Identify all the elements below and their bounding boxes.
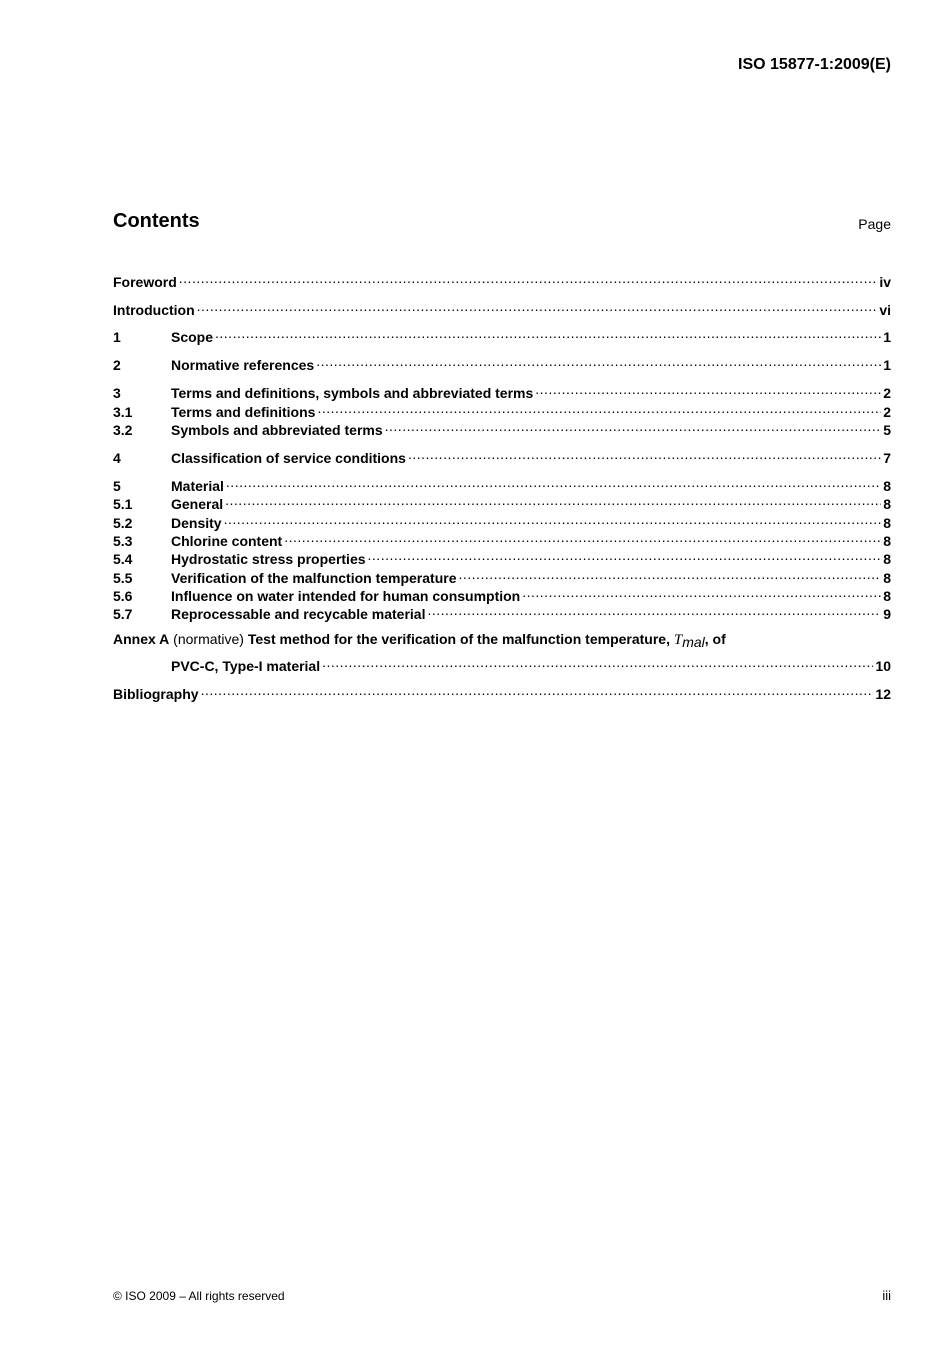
dot-leader — [197, 297, 878, 315]
toc-entry-terms-symbols[interactable] — [113, 380, 891, 401]
dot-leader — [284, 528, 881, 546]
toc-entry-classification[interactable] — [113, 445, 891, 466]
toc-entry-page: 8 — [883, 515, 891, 531]
toc-entry-title: Material — [171, 478, 224, 494]
toc-entry-number: 5.4 — [113, 551, 133, 567]
dot-leader — [317, 399, 881, 417]
toc-entry-scope[interactable] — [113, 324, 891, 345]
toc-entry-number: 3.2 — [113, 422, 133, 438]
dot-leader — [179, 269, 878, 287]
toc-entry-page: 8 — [883, 570, 891, 586]
toc-entry-number: 2 — [113, 357, 121, 373]
malfunction-temperature-symbol — [674, 632, 705, 648]
dot-leader — [459, 565, 882, 583]
toc-entry-page: 8 — [883, 551, 891, 567]
toc-entry-number: 3.1 — [113, 404, 133, 420]
dot-leader — [224, 510, 882, 528]
toc-entry-bibliography[interactable] — [113, 681, 891, 702]
annex-title-line1-end: , of — [704, 631, 726, 647]
toc-entry-number: 5.6 — [113, 588, 133, 604]
annex-title-line1: Test method for the verification of the malfunction temperature, — [247, 631, 670, 647]
toc-entry-malfunction-temperature[interactable] — [113, 565, 891, 586]
dot-leader — [385, 417, 882, 435]
toc-entry-page: 8 — [883, 588, 891, 604]
toc-entry-page: 9 — [883, 606, 891, 622]
symbol-base: T — [673, 632, 683, 648]
toc-entry-page: 1 — [883, 329, 891, 345]
toc-entry-page: vi — [879, 302, 891, 318]
dot-leader — [201, 681, 874, 699]
toc-entry-title: Terms and definitions — [171, 404, 316, 420]
dot-leader — [215, 324, 881, 342]
dot-leader — [427, 601, 881, 619]
toc-entry-title: Normative references — [171, 357, 315, 373]
toc-entry-annex-a-heading[interactable] — [113, 630, 891, 649]
toc-entry-page: 1 — [883, 357, 891, 373]
toc-entry-hydrostatic-stress[interactable] — [113, 546, 891, 567]
toc-entry-reprocessable-material[interactable] — [113, 601, 891, 622]
toc-entry-terms-definitions[interactable] — [113, 399, 891, 420]
toc-entry-page: 8 — [883, 478, 891, 494]
dot-leader — [225, 491, 881, 509]
dot-leader — [368, 546, 882, 564]
document-id: ISO 15877-1:2009(E) — [738, 56, 891, 73]
toc-entry-title: Verification of the malfunction temperature — [171, 570, 457, 586]
toc-entry-title: PVC-C, Type-I material — [171, 658, 321, 674]
copyright-notice: © ISO 2009 – All rights reserved — [113, 1289, 285, 1303]
toc-entry-number: 5.3 — [113, 533, 133, 549]
dot-leader — [316, 352, 881, 370]
toc-entry-title: Foreword — [113, 274, 177, 290]
toc-entry-page: 12 — [875, 686, 891, 702]
dot-leader — [322, 653, 873, 671]
dot-leader — [522, 583, 881, 601]
toc-entry-page: 7 — [883, 450, 891, 466]
annex-type: (normative) — [173, 631, 244, 647]
toc-entry-introduction[interactable] — [113, 297, 891, 318]
toc-entry-page: iv — [879, 274, 891, 290]
toc-entry-number: 5.1 — [113, 496, 133, 512]
toc-entry-number: 4 — [113, 450, 121, 466]
toc-entry-number: 3 — [113, 385, 121, 401]
toc-entry-number: 5.2 — [113, 515, 133, 531]
toc-entry-title: Introduction — [113, 302, 195, 318]
toc-entry-number: 5.5 — [113, 570, 133, 586]
toc-entry-chlorine-content[interactable] — [113, 528, 891, 549]
toc-entry-number: 5 — [113, 478, 121, 494]
toc-entry-normative-references[interactable] — [113, 352, 891, 373]
toc-entry-title: Scope — [171, 329, 214, 345]
toc-entry-title: General — [171, 496, 224, 512]
toc-entry-title: Classification of service conditions — [171, 450, 406, 466]
toc-entry-title: Symbols and abbreviated terms — [171, 422, 383, 438]
toc-entry-number: 5.7 — [113, 606, 133, 622]
symbol-subscript: mal — [682, 634, 705, 650]
toc-entry-title: Chlorine content — [171, 533, 283, 549]
toc-entry-title: Terms and definitions, symbols and abbreviated terms — [171, 385, 534, 401]
toc-entry-page: 2 — [883, 385, 891, 401]
toc-entry-title: Influence on water intended for human consumption — [171, 588, 521, 604]
toc-entry-human-consumption[interactable] — [113, 583, 891, 604]
toc-entry-page: 8 — [883, 496, 891, 512]
toc-entry-material[interactable] — [113, 473, 891, 494]
toc-entry-symbols-abbreviated[interactable] — [113, 417, 891, 438]
dot-leader — [535, 380, 881, 398]
toc-entry-density[interactable] — [113, 510, 891, 531]
toc-entry-page: 10 — [875, 658, 891, 674]
dot-leader — [408, 445, 881, 463]
contents-title: Contents — [113, 210, 200, 232]
toc-entry-title: Bibliography — [113, 686, 199, 702]
toc-entry-foreword[interactable] — [113, 269, 891, 290]
dot-leader — [226, 473, 881, 491]
toc-entry-general[interactable] — [113, 491, 891, 512]
toc-entry-title: Density — [171, 515, 222, 531]
toc-entry-annex-a[interactable] — [171, 653, 891, 674]
toc-entry-number: 1 — [113, 329, 121, 345]
page-column-label: Page — [858, 216, 891, 232]
page-number: iii — [882, 1288, 891, 1303]
toc-entry-title: Reprocessable and recycable material — [171, 606, 426, 622]
annex-label: Annex A — [113, 631, 170, 647]
toc-entry-page: 8 — [883, 533, 891, 549]
toc-entry-title: Hydrostatic stress properties — [171, 551, 366, 567]
toc-entry-page: 2 — [883, 404, 891, 420]
toc-entry-page: 5 — [883, 422, 891, 438]
